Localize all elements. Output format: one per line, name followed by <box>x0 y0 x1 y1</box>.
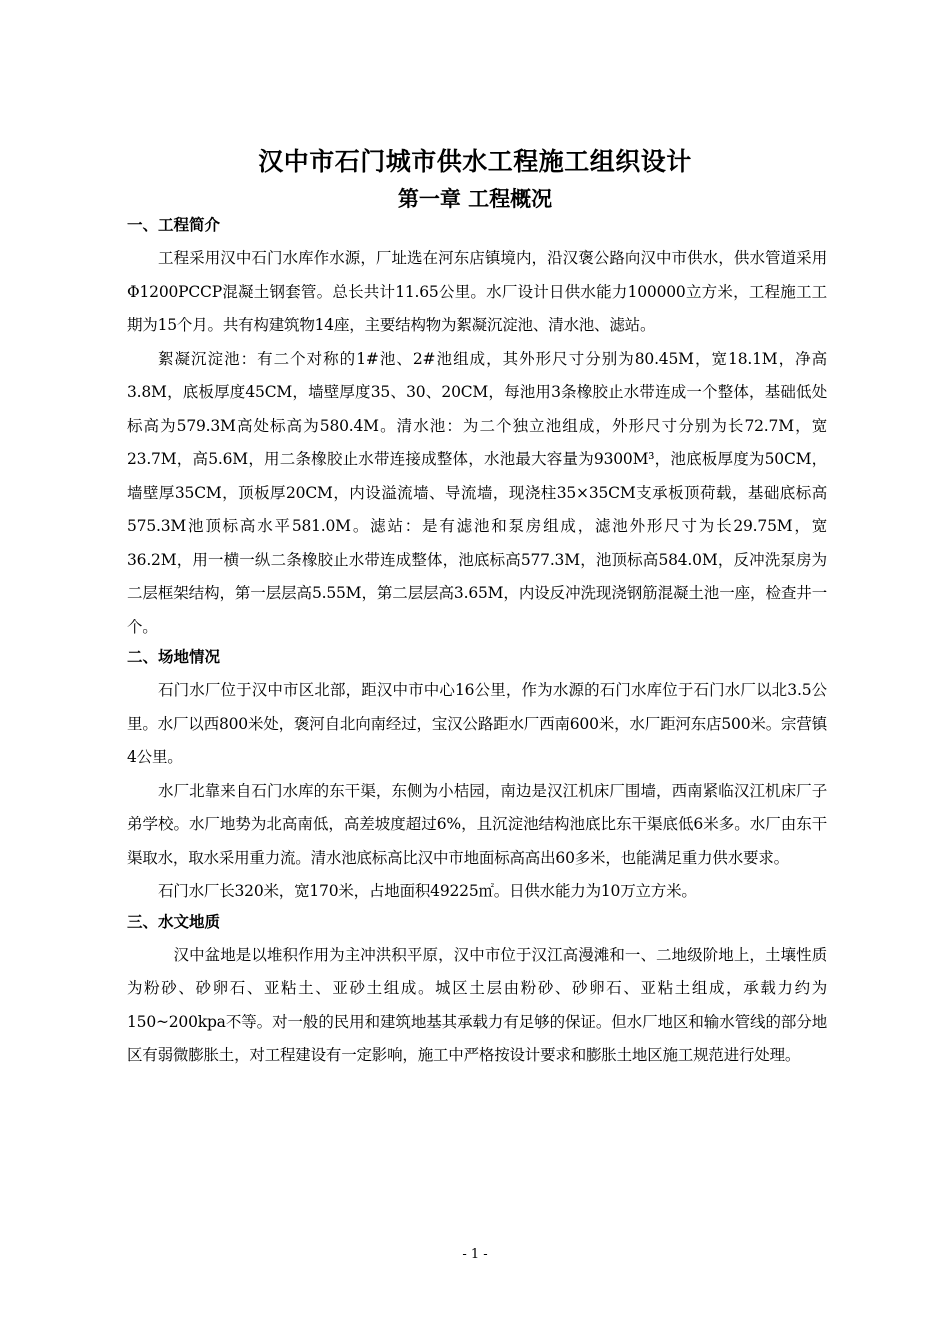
paragraph: 石门水厂长320米，宽170米，占地面积49225㎡。日供水能力为10万立方米。 <box>158 882 697 900</box>
section-heading-hydrogeology: 三、水文地质 <box>127 912 221 931</box>
document-title: 汉中市石门城市供水工程施工组织设计 <box>258 147 692 176</box>
paragraph: 汉中盆地是以堆积作用为主冲洪积平原，汉中市位于汉江高漫滩和一、二地级阶地上，土壤性质为粉砂、砂卵石、亚粘土、亚砂土组成。城区土层由粉砂、砂卵石、亚粘土组成，承载力约为150~200kpa不等。对一般的民用和建筑地基其承载力有足够的保证。但水厂地区和输水管线的部分地区有弱微膨胀土，对工程建设有一定影响，施工中严格按设计要求和膨胀土地区施工规范进行处理。 <box>127 945 827 1064</box>
page-number: - 1 - <box>462 1247 488 1262</box>
section-heading-site-conditions: 二、场地情况 <box>127 648 221 666</box>
paragraph: 石门水厂位于汉中市区北部，距汉中市中心16公里，作为水源的石门水库位于石门水厂以北3.5公里。水厂以西800米处，褒河自北向南经过，宝汉公路距水厂西南600米，水厂距河东店500米。宗营镇4公里。 <box>127 681 827 766</box>
paragraph: 絮凝沉淀池：有二个对称的1#池、2#池组成，其外形尺寸分别为80.45M，宽18.1M，净高3.8M，底板厚度45CM，墙壁厚度35、30、20CM，每池用3条橡胶止水带连成一个整体，基础低处标高为579.3M高处标高为580.4M。清水池：为二个独立池组成，外形尺寸分别为长72.7M，宽23.7M，高5.6M，用二条橡胶止水带连接成整体，水池最大容量为9300M³，池底板厚度为50CM，墙壁厚35CM，顶板厚20CM，内设溢流墙、导流墙，现浇柱35×35CM支承板顶荷载，基础底标高575.3M池顶标高水平581.0M。滤站：是有滤池和泵房组成，滤池外形尺寸为长29.75M，宽36.2M，用一横一纵二条橡胶止水带连成整体，池底标高577.3M，池顶标高584.0M，反冲洗泵房为二层框架结构，第一层层高5.55M，第二层层高3.65M，内设反冲洗现浇钢筋混凝土池一座，检查井一个。 <box>127 349 827 636</box>
paragraph: 工程采用汉中石门水库作水源，厂址选在河东店镇境内，沿汉褒公路向汉中市供水，供水管道采用Φ1200PCCP混凝土钢套管。总长共计11.65公里。水厂设计日供水能力100000立方米，工程施工工期为15个月。共有构建筑物14座，主要结构物为絮凝沉淀池、清水池、滤站。 <box>127 249 827 334</box>
document-body <box>127 214 827 1073</box>
section-heading-project-overview: 一、工程简介 <box>127 216 221 234</box>
chapter-heading: 第一章 工程概况 <box>397 187 553 211</box>
paragraph: 水厂北靠来自石门水库的东干渠，东侧为小桔园，南边是汉江机床厂围墙，西南紧临汉江机床厂子弟学校。水厂地势为北高南低，高差坡度超过6%，且沉淀池结构池底比东干渠底低6米多。水厂由东干渠取水，取水采用重力流。清水池底标高比汉中市地面标高高出60多米，也能满足重力供水要求。 <box>127 781 827 867</box>
